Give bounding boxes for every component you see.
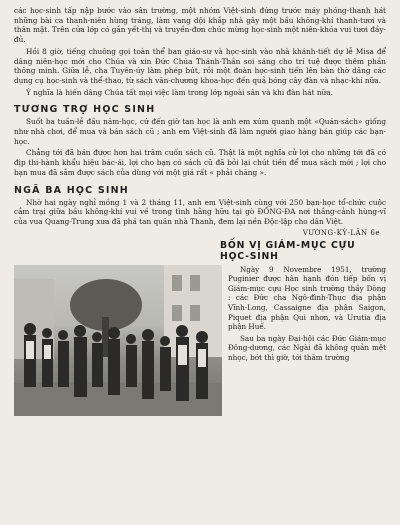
mutual-aid-heading: TƯƠNG TRỢ HỌC SINH	[14, 104, 156, 116]
bishops-paragraph-1: Ngày 9 Novembre 1951, trường Puginier được hân hạnh đón tiếp bốn vị Giám-mục cựu Học sinh trường thầy Dòng : các Đức cha Ngô-đình-Thục địa phận Vĩnh-Long, Cassaigne địa phận Saigon, Piquet địa phận Qui nhơn, và Urutia địa phận Huế.	[228, 264, 386, 332]
bishops-text-column	[228, 265, 386, 416]
intro-paragraph: các học-sinh tấp nập bước vào sân trường, một nhóm Việt-sinh đứng trước máy phóng-thanh hát những bài ca thanh-niên hùng tráng, làm vang dội khắp nhà gây một bầu không-khí thanh-tươi và thân mật. Trên cửa lớp có gắn yết-thị và truyền-đơn chúc mừng học-sinh một niên-khóa vui tươi đầy-đủ.	[14, 6, 386, 45]
meaning-paragraph: Ý nghĩa là hiến dâng Chúa tất mọi việc làm trong lớp ngoài sân và khi đàn hát nữa.	[26, 87, 333, 97]
photo-illustration	[14, 265, 222, 416]
mutual-aid-paragraph-2: Chẳng tới đã bán được hơn hai trăm cuốn sách cũ. Thật là một nghĩa cử lợi cho những tới đã có địp thi-hành khẩu hiệu bác-ái, lợi cho bạn có sách cũ đã bỏi lại chút tiền để mua sách mới ; lợi cho bạn mua đã sắm được sách của dùng với một giá rất « phải chăng ».	[14, 148, 386, 177]
crossroads-heading: NGÃ BA HỌC SINH	[14, 184, 129, 196]
bishops-paragraph-2: Sau ba ngày Đại-hội các Đức Giám-mục Đông-dương, các Ngài đã không quản mệt nhọc, bớt thì giờ, tới thăm trường	[228, 333, 386, 362]
crossroads-paragraph: Nhờ hai ngày nghỉ mồng 1 và 2 tháng 11, anh em Việt-sinh cùng với 250 bạn-học tổ-chức cuộc cắm trại giữa bầu không-khí vui về trong tình hằng hữu tại gò ĐỐNG-ĐA nơi thắng-cảnh hùng-vĩ của vua Quang-Trung xưa đã phá tan quân nhà Thanh, đem lại nền Độc-lập cho dân Việt.	[14, 197, 386, 226]
mutual-aid-paragraph-1: Suốt ba tuần-lễ đầu năm-học, cứ đến giờ tan học là anh em xúm quanh một «Quán-sách» giống như nhà chơi, để mua và bán sách cũ ; anh em Việt-sinh đã làm người giao hàng bán giúp các bạn-học.	[14, 117, 386, 146]
bishops-heading: BỐN VỊ GIÁM-MỤC CỰU HỌC-SINH	[220, 239, 356, 262]
author-signature: VƯƠNG-KỲ-LÂN 6e	[302, 228, 380, 237]
bishops-section	[14, 265, 386, 416]
assembly-paragraph: Hồi 8 giờ, tiếng chuông gọi toàn thể ban giáo-sư và học-sinh vào nhà khánh-tiết dự lễ Misa để dâng niên-học mới cho Chúa và xin Đức Chúa Thánh-Thần soi sáng cho trí tuệ được thêm phần thông minh. Giữa lễ, cha Tuyên-úy làm phép bút, rồi một đoàn học-sinh tiến lên bàn thờ dâng các dụng cụ học-sinh và thể-thao, từ sách văn-chương khoa-học đến quả bóng cây đàn và nhạc-khí nữa.	[14, 46, 386, 85]
bishops-visit-photo	[14, 265, 222, 416]
